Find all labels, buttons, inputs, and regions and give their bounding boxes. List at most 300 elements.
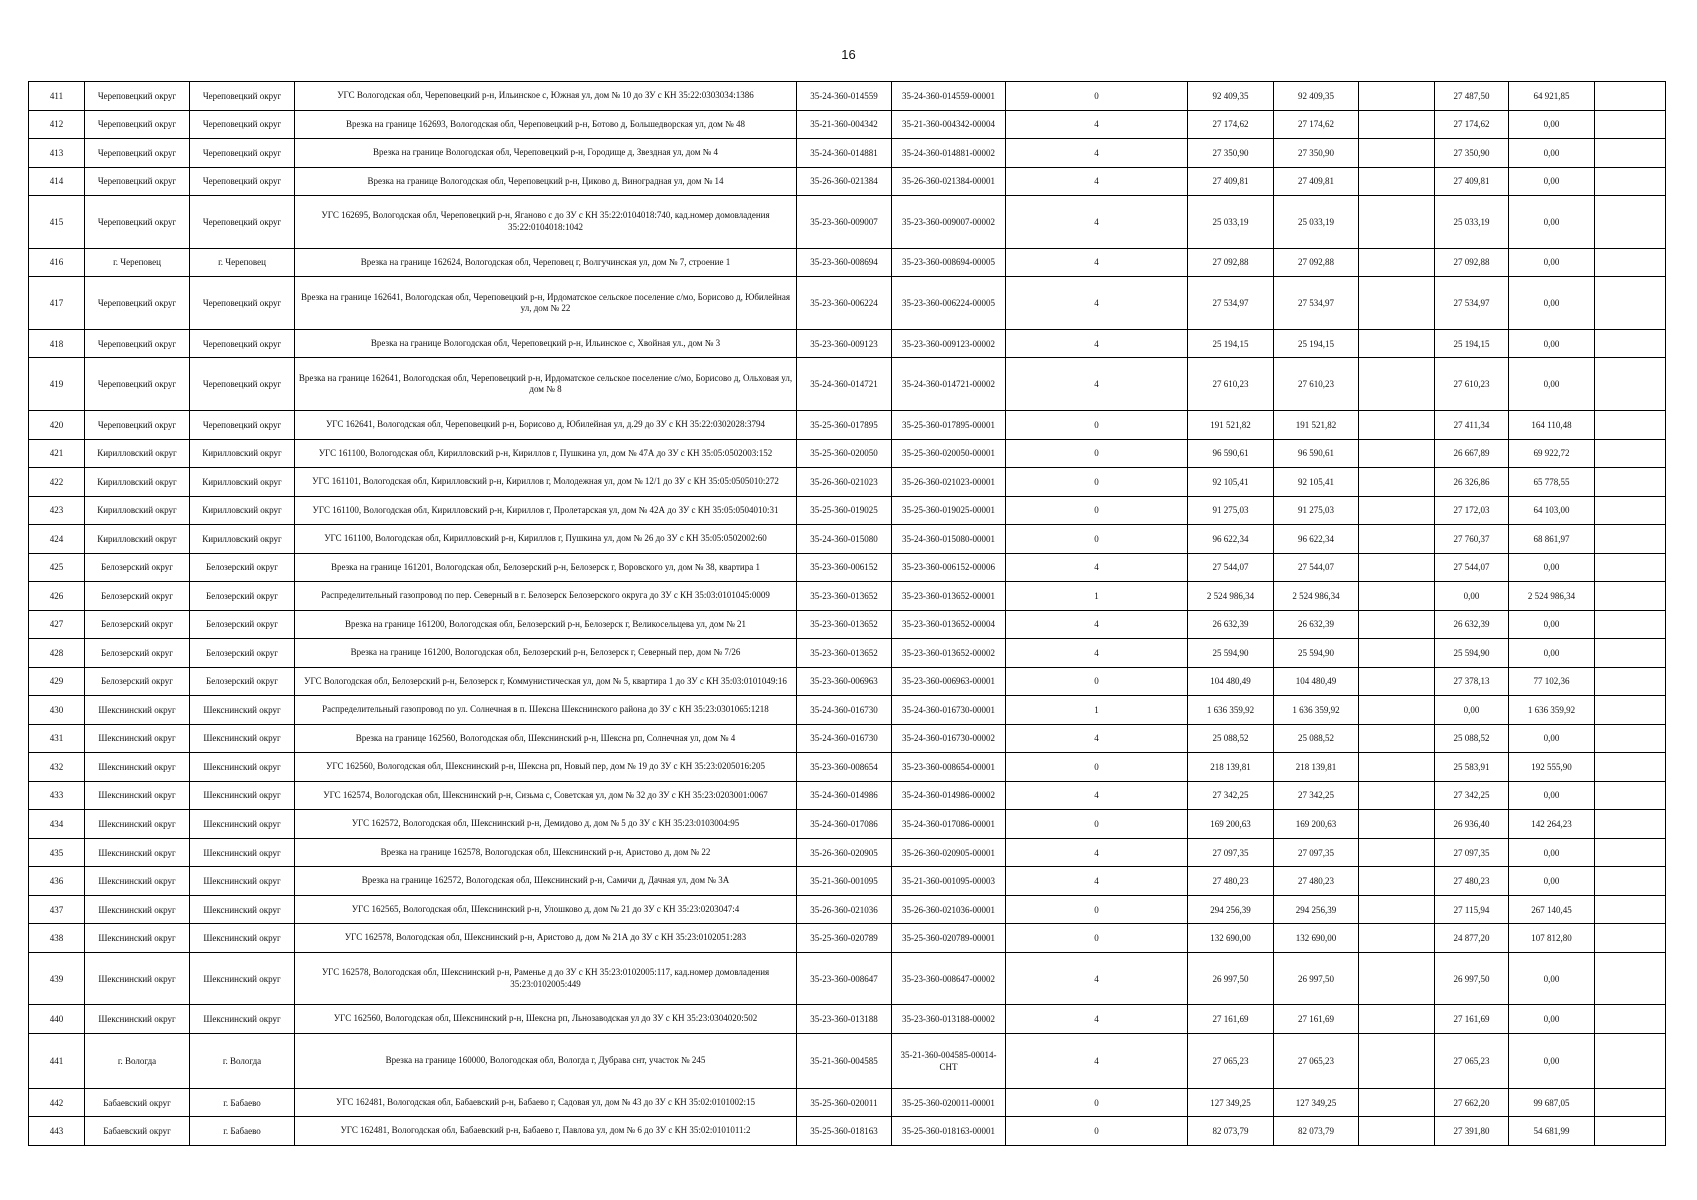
row-number-cell: 422 — [29, 468, 85, 497]
municipality-cell: Шекснинский округ — [190, 781, 295, 810]
total-amount-cell: 27 097,35 — [1188, 838, 1274, 867]
table-row — [29, 496, 1666, 525]
municipality-cell: Белозерский округ — [190, 582, 295, 611]
table-row — [29, 167, 1666, 196]
remaining-amount-cell: 0,00 — [1509, 358, 1595, 411]
empty-cell — [1595, 358, 1666, 411]
table-row — [29, 952, 1666, 1005]
amount-cell: 27 065,23 — [1274, 1033, 1359, 1088]
table-row — [29, 1117, 1666, 1146]
municipality-cell: Шекснинский округ — [190, 867, 295, 896]
municipality-cell: Череповецкий округ — [190, 110, 295, 139]
district-cell: Шекснинский округ — [85, 810, 190, 839]
remaining-amount-cell: 0,00 — [1509, 838, 1595, 867]
application-number-cell: 35-24-360-016730 — [797, 724, 892, 753]
table-row — [29, 610, 1666, 639]
category-cell: 4 — [1006, 110, 1188, 139]
table-row — [29, 110, 1666, 139]
district-cell: Шекснинский округ — [85, 696, 190, 725]
row-number-cell: 438 — [29, 924, 85, 953]
empty-cell — [1359, 639, 1435, 668]
application-number-cell: 35-25-360-019025 — [797, 496, 892, 525]
empty-cell — [1359, 895, 1435, 924]
application-number-cell: 35-21-360-004342 — [797, 110, 892, 139]
row-number-cell: 442 — [29, 1088, 85, 1117]
district-cell: Шекснинский округ — [85, 1005, 190, 1034]
empty-cell — [1359, 724, 1435, 753]
district-cell: Череповецкий округ — [85, 358, 190, 411]
object-address-cell: Врезка на границе 162578, Вологодская обл, Шекснинский р-н, Аристово д, дом № 22 — [295, 838, 797, 867]
connection-fee-cell: 27 115,94 — [1435, 895, 1509, 924]
application-number-cell: 35-23-360-008647 — [797, 952, 892, 1005]
total-amount-cell: 92 409,35 — [1188, 82, 1274, 111]
row-number-cell: 414 — [29, 167, 85, 196]
connection-fee-cell: 27 342,25 — [1435, 781, 1509, 810]
contract-number-cell: 35-24-360-015080-00001 — [892, 525, 1006, 554]
contract-number-cell: 35-25-360-019025-00001 — [892, 496, 1006, 525]
object-address-cell: УГС 161101, Вологодская обл, Кирилловский р-н, Кириллов г, Молодежная ул, дом № 12/1 до ЗУ с КН 35:05:0505010:272 — [295, 468, 797, 497]
row-number-cell: 418 — [29, 329, 85, 358]
municipality-cell: Шекснинский округ — [190, 753, 295, 782]
row-number-cell: 425 — [29, 553, 85, 582]
district-cell: Кирилловский округ — [85, 496, 190, 525]
total-amount-cell: 25 594,90 — [1188, 639, 1274, 668]
category-cell: 4 — [1006, 1033, 1188, 1088]
remaining-amount-cell: 69 922,72 — [1509, 439, 1595, 468]
application-number-cell: 35-24-360-016730 — [797, 696, 892, 725]
table-row — [29, 753, 1666, 782]
district-cell: Бабаевский округ — [85, 1088, 190, 1117]
remaining-amount-cell: 0,00 — [1509, 781, 1595, 810]
table-row — [29, 895, 1666, 924]
category-cell: 0 — [1006, 468, 1188, 497]
empty-cell — [1359, 781, 1435, 810]
amount-cell: 27 610,23 — [1274, 358, 1359, 411]
remaining-amount-cell: 142 264,23 — [1509, 810, 1595, 839]
amount-cell: 27 544,07 — [1274, 553, 1359, 582]
page-number: 16 — [841, 47, 856, 62]
municipality-cell: Шекснинский округ — [190, 724, 295, 753]
empty-cell — [1359, 167, 1435, 196]
category-cell: 1 — [1006, 582, 1188, 611]
empty-cell — [1595, 781, 1666, 810]
empty-cell — [1595, 1117, 1666, 1146]
category-cell: 0 — [1006, 895, 1188, 924]
empty-cell — [1359, 1033, 1435, 1088]
row-number-cell: 413 — [29, 139, 85, 168]
connection-fee-cell: 25 594,90 — [1435, 639, 1509, 668]
connection-fee-cell: 24 877,20 — [1435, 924, 1509, 953]
row-number-cell: 412 — [29, 110, 85, 139]
municipality-cell: г. Бабаево — [190, 1088, 295, 1117]
object-address-cell: Врезка на границе 162641, Вологодская обл, Череповецкий р-н, Ирдоматское сельское поселение с/мо, Борисово д, Юбилейная ул, дом № 22 — [295, 277, 797, 330]
empty-cell — [1595, 895, 1666, 924]
amount-cell: 2 524 986,34 — [1274, 582, 1359, 611]
empty-cell — [1595, 525, 1666, 554]
district-cell: Череповецкий округ — [85, 110, 190, 139]
district-cell: Шекснинский округ — [85, 753, 190, 782]
table-row — [29, 667, 1666, 696]
table-body — [29, 82, 1666, 1146]
empty-cell — [1359, 110, 1435, 139]
district-cell: Череповецкий округ — [85, 411, 190, 440]
contract-number-cell: 35-23-360-006224-00005 — [892, 277, 1006, 330]
connection-fee-cell: 27 411,34 — [1435, 411, 1509, 440]
connection-fee-cell: 27 544,07 — [1435, 553, 1509, 582]
remaining-amount-cell: 0,00 — [1509, 553, 1595, 582]
category-cell: 4 — [1006, 952, 1188, 1005]
table-row — [29, 724, 1666, 753]
district-cell: Шекснинский округ — [85, 724, 190, 753]
amount-cell: 27 161,69 — [1274, 1005, 1359, 1034]
table-row — [29, 329, 1666, 358]
application-number-cell: 35-23-360-006224 — [797, 277, 892, 330]
empty-cell — [1595, 696, 1666, 725]
empty-cell — [1595, 277, 1666, 330]
category-cell: 0 — [1006, 82, 1188, 111]
table-row — [29, 277, 1666, 330]
remaining-amount-cell: 0,00 — [1509, 724, 1595, 753]
category-cell: 4 — [1006, 639, 1188, 668]
total-amount-cell: 127 349,25 — [1188, 1088, 1274, 1117]
total-amount-cell: 2 524 986,34 — [1188, 582, 1274, 611]
object-address-cell: УГС 162574, Вологодская обл, Шекснинский р-н, Сизьма с, Советская ул, дом № 32 до ЗУ с КН 35:23:0203001:0067 — [295, 781, 797, 810]
object-address-cell: УГС 162560, Вологодская обл, Шекснинский р-н, Шексна рп, Льнозаводская ул до ЗУ с КН 35:23:0304020:502 — [295, 1005, 797, 1034]
empty-cell — [1595, 810, 1666, 839]
empty-cell — [1359, 496, 1435, 525]
category-cell: 4 — [1006, 139, 1188, 168]
empty-cell — [1595, 439, 1666, 468]
remaining-amount-cell: 54 681,99 — [1509, 1117, 1595, 1146]
table-row — [29, 248, 1666, 277]
category-cell: 4 — [1006, 610, 1188, 639]
district-cell: Череповецкий округ — [85, 329, 190, 358]
total-amount-cell: 27 534,97 — [1188, 277, 1274, 330]
category-cell: 4 — [1006, 1005, 1188, 1034]
connection-fee-cell: 27 391,80 — [1435, 1117, 1509, 1146]
row-number-cell: 415 — [29, 196, 85, 249]
application-number-cell: 35-25-360-020011 — [797, 1088, 892, 1117]
category-cell: 0 — [1006, 496, 1188, 525]
contract-number-cell: 35-23-360-013652-00001 — [892, 582, 1006, 611]
object-address-cell: Врезка на границе 162641, Вологодская обл, Череповецкий р-н, Ирдоматское сельское поселение с/мо, Борисово д, Ольховая ул, дом № 8 — [295, 358, 797, 411]
municipality-cell: Кирилловский округ — [190, 525, 295, 554]
empty-cell — [1595, 139, 1666, 168]
connection-fee-cell: 27 480,23 — [1435, 867, 1509, 896]
empty-cell — [1595, 553, 1666, 582]
connection-fee-cell: 27 065,23 — [1435, 1033, 1509, 1088]
amount-cell: 26 632,39 — [1274, 610, 1359, 639]
district-cell: Шекснинский округ — [85, 924, 190, 953]
row-number-cell: 429 — [29, 667, 85, 696]
table-row — [29, 696, 1666, 725]
application-number-cell: 35-23-360-013652 — [797, 610, 892, 639]
district-cell: Череповецкий округ — [85, 196, 190, 249]
remaining-amount-cell: 64 921,85 — [1509, 82, 1595, 111]
contract-number-cell: 35-25-360-018163-00001 — [892, 1117, 1006, 1146]
remaining-amount-cell: 0,00 — [1509, 110, 1595, 139]
category-cell: 4 — [1006, 867, 1188, 896]
connection-fee-cell: 27 092,88 — [1435, 248, 1509, 277]
empty-cell — [1595, 753, 1666, 782]
amount-cell: 27 480,23 — [1274, 867, 1359, 896]
remaining-amount-cell: 0,00 — [1509, 1005, 1595, 1034]
application-number-cell: 35-25-360-017895 — [797, 411, 892, 440]
application-number-cell: 35-23-360-009123 — [797, 329, 892, 358]
amount-cell: 27 350,90 — [1274, 139, 1359, 168]
contract-number-cell: 35-24-360-016730-00002 — [892, 724, 1006, 753]
object-address-cell: УГС 162481, Вологодская обл, Бабаевский р-н, Бабаево г, Садовая ул, дом № 43 до ЗУ с КН 35:02:0101002:15 — [295, 1088, 797, 1117]
contract-number-cell: 35-24-360-014559-00001 — [892, 82, 1006, 111]
remaining-amount-cell: 1 636 359,92 — [1509, 696, 1595, 725]
table-row — [29, 838, 1666, 867]
amount-cell: 27 097,35 — [1274, 838, 1359, 867]
row-number-cell: 411 — [29, 82, 85, 111]
connection-fee-cell: 27 409,81 — [1435, 167, 1509, 196]
table-row — [29, 553, 1666, 582]
amount-cell: 132 690,00 — [1274, 924, 1359, 953]
table-row — [29, 358, 1666, 411]
application-number-cell: 35-23-360-006152 — [797, 553, 892, 582]
remaining-amount-cell: 77 102,36 — [1509, 667, 1595, 696]
municipality-cell: Череповецкий округ — [190, 139, 295, 168]
row-number-cell: 424 — [29, 525, 85, 554]
object-address-cell: УГС 161100, Вологодская обл, Кирилловский р-н, Кириллов г, Пушкина ул, дом № 26 до ЗУ с КН 35:05:0502002:60 — [295, 525, 797, 554]
municipality-cell: г. Вологда — [190, 1033, 295, 1088]
empty-cell — [1359, 248, 1435, 277]
application-number-cell: 35-24-360-014881 — [797, 139, 892, 168]
municipality-cell: Шекснинский округ — [190, 838, 295, 867]
row-number-cell: 433 — [29, 781, 85, 810]
amount-cell: 27 409,81 — [1274, 167, 1359, 196]
municipality-cell: Белозерский округ — [190, 553, 295, 582]
object-address-cell: Врезка на границе 160000, Вологодская обл, Вологда г, Дубрава снт, участок № 245 — [295, 1033, 797, 1088]
district-cell: Кирилловский округ — [85, 525, 190, 554]
municipality-cell: Шекснинский округ — [190, 810, 295, 839]
object-address-cell: Врезка на границе 161200, Вологодская обл, Белозерский р-н, Белозерск г, Северный пер, дом № 7/26 — [295, 639, 797, 668]
application-number-cell: 35-25-360-020050 — [797, 439, 892, 468]
contract-number-cell: 35-21-360-004342-00004 — [892, 110, 1006, 139]
row-number-cell: 432 — [29, 753, 85, 782]
contract-number-cell: 35-21-360-004585-00014-СНТ — [892, 1033, 1006, 1088]
district-cell: Шекснинский округ — [85, 895, 190, 924]
connection-fee-cell: 27 487,50 — [1435, 82, 1509, 111]
row-number-cell: 417 — [29, 277, 85, 330]
table-row — [29, 439, 1666, 468]
empty-cell — [1359, 1005, 1435, 1034]
municipality-cell: Шекснинский округ — [190, 924, 295, 953]
object-address-cell: Врезка на границе 162560, Вологодская обл, Шекснинский р-н, Шексна рп, Солнечная ул, дом № 4 — [295, 724, 797, 753]
table-row — [29, 582, 1666, 611]
table-row — [29, 1033, 1666, 1088]
category-cell: 0 — [1006, 667, 1188, 696]
amount-cell: 218 139,81 — [1274, 753, 1359, 782]
row-number-cell: 430 — [29, 696, 85, 725]
empty-cell — [1595, 196, 1666, 249]
application-number-cell: 35-25-360-020789 — [797, 924, 892, 953]
connection-fee-cell: 25 033,19 — [1435, 196, 1509, 249]
row-number-cell: 416 — [29, 248, 85, 277]
total-amount-cell: 1 636 359,92 — [1188, 696, 1274, 725]
empty-cell — [1595, 582, 1666, 611]
total-amount-cell: 25 033,19 — [1188, 196, 1274, 249]
table-row — [29, 867, 1666, 896]
category-cell: 4 — [1006, 781, 1188, 810]
empty-cell — [1595, 167, 1666, 196]
total-amount-cell: 27 174,62 — [1188, 110, 1274, 139]
object-address-cell: Распределительный газопровод по пер. Северный в г. Белозерск Белозерского округа до ЗУ с КН 35:03:0101045:0009 — [295, 582, 797, 611]
application-number-cell: 35-23-360-006963 — [797, 667, 892, 696]
district-cell: Белозерский округ — [85, 639, 190, 668]
connection-fee-cell: 25 194,15 — [1435, 329, 1509, 358]
total-amount-cell: 169 200,63 — [1188, 810, 1274, 839]
row-number-cell: 435 — [29, 838, 85, 867]
category-cell: 4 — [1006, 553, 1188, 582]
empty-cell — [1359, 411, 1435, 440]
application-number-cell: 35-25-360-018163 — [797, 1117, 892, 1146]
connection-fee-cell: 27 760,37 — [1435, 525, 1509, 554]
application-number-cell: 35-23-360-008694 — [797, 248, 892, 277]
district-cell: Бабаевский округ — [85, 1117, 190, 1146]
district-cell: Кирилловский округ — [85, 439, 190, 468]
contract-number-cell: 35-23-360-008694-00005 — [892, 248, 1006, 277]
row-number-cell: 431 — [29, 724, 85, 753]
empty-cell — [1359, 582, 1435, 611]
contract-number-cell: 35-26-360-021036-00001 — [892, 895, 1006, 924]
contract-number-cell: 35-23-360-006152-00006 — [892, 553, 1006, 582]
empty-cell — [1595, 639, 1666, 668]
object-address-cell: УГС 162578, Вологодская обл, Шекснинский р-н, Раменье д до ЗУ с КН 35:23:0102005:117, кад.номер домовладения 35:23:0102005:449 — [295, 952, 797, 1005]
category-cell: 4 — [1006, 196, 1188, 249]
total-amount-cell: 82 073,79 — [1188, 1117, 1274, 1146]
amount-cell: 27 534,97 — [1274, 277, 1359, 330]
municipality-cell: Белозерский округ — [190, 610, 295, 639]
remaining-amount-cell: 65 778,55 — [1509, 468, 1595, 497]
table-row — [29, 639, 1666, 668]
district-cell: Череповецкий округ — [85, 277, 190, 330]
contract-number-cell: 35-21-360-001095-00003 — [892, 867, 1006, 896]
amount-cell: 27 092,88 — [1274, 248, 1359, 277]
contract-number-cell: 35-23-360-013188-00002 — [892, 1005, 1006, 1034]
row-number-cell: 439 — [29, 952, 85, 1005]
row-number-cell: 443 — [29, 1117, 85, 1146]
amount-cell: 127 349,25 — [1274, 1088, 1359, 1117]
empty-cell — [1359, 468, 1435, 497]
object-address-cell: УГС 162572, Вологодская обл, Шекснинский р-н, Демидово д, дом № 5 до ЗУ с КН 35:23:0103004:95 — [295, 810, 797, 839]
contract-number-cell: 35-26-360-020905-00001 — [892, 838, 1006, 867]
empty-cell — [1595, 667, 1666, 696]
application-number-cell: 35-21-360-004585 — [797, 1033, 892, 1088]
connection-fee-cell: 27 350,90 — [1435, 139, 1509, 168]
contract-number-cell: 35-24-360-014986-00002 — [892, 781, 1006, 810]
total-amount-cell: 27 092,88 — [1188, 248, 1274, 277]
district-cell: Череповецкий округ — [85, 167, 190, 196]
row-number-cell: 423 — [29, 496, 85, 525]
row-number-cell: 437 — [29, 895, 85, 924]
municipality-cell: Череповецкий округ — [190, 358, 295, 411]
row-number-cell: 421 — [29, 439, 85, 468]
empty-cell — [1359, 525, 1435, 554]
empty-cell — [1595, 248, 1666, 277]
district-cell: Белозерский округ — [85, 582, 190, 611]
empty-cell — [1595, 1033, 1666, 1088]
contract-number-cell: 35-25-360-017895-00001 — [892, 411, 1006, 440]
object-address-cell: Врезка на границе 162624, Вологодская обл, Череповец г, Волгучинская ул, дом № 7, строение 1 — [295, 248, 797, 277]
category-cell: 4 — [1006, 277, 1188, 330]
connection-fee-cell: 0,00 — [1435, 582, 1509, 611]
empty-cell — [1359, 696, 1435, 725]
total-amount-cell: 96 622,34 — [1188, 525, 1274, 554]
district-cell: г. Череповец — [85, 248, 190, 277]
contract-number-cell: 35-23-360-008654-00001 — [892, 753, 1006, 782]
tariff-table — [28, 81, 1666, 1146]
total-amount-cell: 218 139,81 — [1188, 753, 1274, 782]
remaining-amount-cell: 99 687,05 — [1509, 1088, 1595, 1117]
amount-cell: 96 590,61 — [1274, 439, 1359, 468]
table-row — [29, 924, 1666, 953]
municipality-cell: Череповецкий округ — [190, 82, 295, 111]
application-number-cell: 35-26-360-021023 — [797, 468, 892, 497]
object-address-cell: Врезка на границе 161200, Вологодская обл, Белозерский р-н, Белозерск г, Великосельцева ул, дом № 21 — [295, 610, 797, 639]
row-number-cell: 428 — [29, 639, 85, 668]
remaining-amount-cell: 0,00 — [1509, 139, 1595, 168]
amount-cell: 96 622,34 — [1274, 525, 1359, 554]
municipality-cell: Кирилловский округ — [190, 439, 295, 468]
empty-cell — [1595, 496, 1666, 525]
table-row — [29, 810, 1666, 839]
amount-cell: 25 194,15 — [1274, 329, 1359, 358]
total-amount-cell: 92 105,41 — [1188, 468, 1274, 497]
remaining-amount-cell: 164 110,48 — [1509, 411, 1595, 440]
contract-number-cell: 35-25-360-020050-00001 — [892, 439, 1006, 468]
category-cell: 4 — [1006, 329, 1188, 358]
amount-cell: 191 521,82 — [1274, 411, 1359, 440]
amount-cell: 25 088,52 — [1274, 724, 1359, 753]
municipality-cell: Белозерский округ — [190, 639, 295, 668]
empty-cell — [1595, 82, 1666, 111]
municipality-cell: г. Череповец — [190, 248, 295, 277]
municipality-cell: Кирилловский округ — [190, 468, 295, 497]
remaining-amount-cell: 0,00 — [1509, 196, 1595, 249]
contract-number-cell: 35-25-360-020789-00001 — [892, 924, 1006, 953]
connection-fee-cell: 25 583,91 — [1435, 753, 1509, 782]
empty-cell — [1359, 358, 1435, 411]
row-number-cell: 426 — [29, 582, 85, 611]
category-cell: 0 — [1006, 810, 1188, 839]
application-number-cell: 35-23-360-013652 — [797, 582, 892, 611]
application-number-cell: 35-23-360-008654 — [797, 753, 892, 782]
application-number-cell: 35-24-360-014986 — [797, 781, 892, 810]
row-number-cell: 436 — [29, 867, 85, 896]
contract-number-cell: 35-26-360-021023-00001 — [892, 468, 1006, 497]
connection-fee-cell: 27 610,23 — [1435, 358, 1509, 411]
row-number-cell: 420 — [29, 411, 85, 440]
application-number-cell: 35-24-360-014559 — [797, 82, 892, 111]
application-number-cell: 35-23-360-013652 — [797, 639, 892, 668]
object-address-cell: Врезка на границе Вологодская обл, Череповецкий р-н, Ильинское с, Хвойная ул., дом № 3 — [295, 329, 797, 358]
empty-cell — [1359, 1117, 1435, 1146]
total-amount-cell: 26 632,39 — [1188, 610, 1274, 639]
amount-cell: 92 105,41 — [1274, 468, 1359, 497]
object-address-cell: Распределительный газопровод по ул. Солнечная в п. Шексна Шекснинского района до ЗУ с КН 35:23:0301065:1218 — [295, 696, 797, 725]
amount-cell: 91 275,03 — [1274, 496, 1359, 525]
municipality-cell: Череповецкий округ — [190, 329, 295, 358]
district-cell: Шекснинский округ — [85, 781, 190, 810]
total-amount-cell: 27 161,69 — [1188, 1005, 1274, 1034]
contract-number-cell: 35-23-360-009007-00002 — [892, 196, 1006, 249]
remaining-amount-cell: 64 103,00 — [1509, 496, 1595, 525]
total-amount-cell: 27 480,23 — [1188, 867, 1274, 896]
